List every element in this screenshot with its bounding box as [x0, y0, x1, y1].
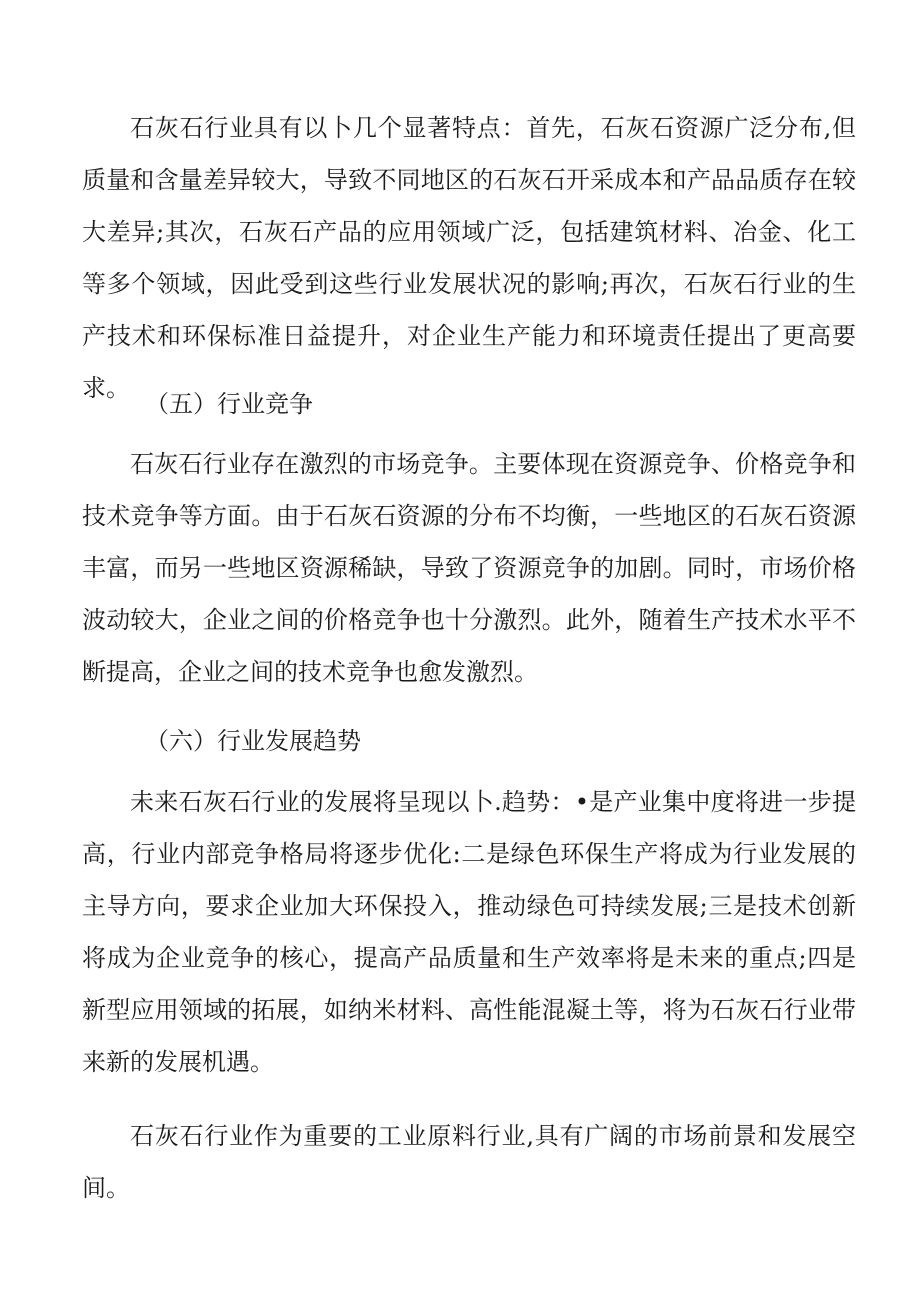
paragraph-features: 石灰石行业具有以卜几个显著特点：首先，石灰石资源广泛分布,但质量和含量差异较大，导致不同地区的石灰石开采成本和产品品质存在较大差异;其次，石灰石产品的应用领域广泛，包括建筑材料、冶金、化工等多个领域，因此受到这些行业发展状况的影响;再次，石灰石行业的生产技术和环保标准日益提升，对企业生产能力和环境责任提出了更高要求。 — [82, 114, 856, 402]
section-heading-trends: （六）行业发展趋势 — [145, 727, 361, 755]
paragraph-conclusion: 石灰石行业作为重要的工业原料行业,具有广阔的市场前景和发展空间。 — [82, 1122, 856, 1202]
section-heading-competition: （五）行业竞争 — [145, 390, 313, 418]
paragraph-trends: 未来石灰石行业的发展将呈现以卜.趋势：•是产业集中度将进一步提高，行业内部竞争格局将逐步优化:二是绿色环保生产将成为行业发展的主导方向，要求企业加大环保投入，推动绿色可持续发展;三是技术创新将成为企业竞争的核心，提高产品质量和生产效率将是未来的重点;四是新型应用领域的拓展，如纳米材料、高性能混凝土等，将为石灰石行业带来新的发展机遇。 — [82, 788, 856, 1076]
paragraph-competition: 石灰石行业存在激烈的市场竞争。主要体现在资源竞争、价格竞争和技术竞争等方面。由于石灰石资源的分布不均衡，一些地区的石灰石资源丰富，而另一些地区资源稀缺，导致了资源竞争的加剧。同时，市场价格波动较大，企业之间的价格竞争也十分激烈。此外，随着生产技术水平不断提高，企业之间的技术竞争也愈发激烈。 — [82, 450, 856, 686]
